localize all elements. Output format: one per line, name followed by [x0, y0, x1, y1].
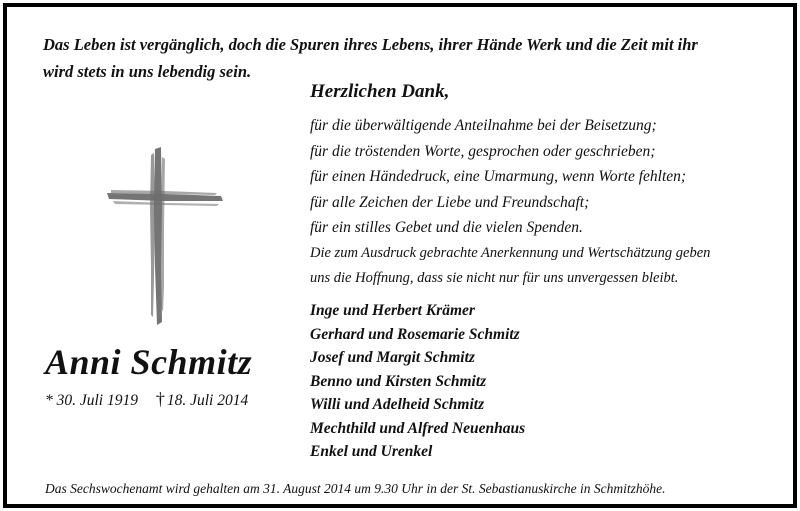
note-line-2: uns die Hoffnung, dass sie nicht nur für uns unvergessen bleibt. — [310, 270, 679, 286]
obituary-frame — [3, 3, 797, 508]
note-line-1: Die zum Ausdruck gebrachte Anerkennung und Wertschätzung geben — [310, 245, 711, 261]
thanks-lines — [310, 113, 686, 241]
signer: Josef und Margit Schmitz — [310, 349, 475, 366]
motto-line-1: Das Leben ist vergänglich, doch die Spuren ihres Lebens, ihrer Hände Werk und die Zeit mit ihr — [43, 35, 698, 54]
death-cross-icon: † — [155, 389, 165, 409]
appreciation-note — [310, 241, 780, 291]
signer: Willi und Adelheid Schmitz — [310, 396, 485, 413]
motto-line-2: wird stets in uns lebendig sein. — [43, 62, 252, 81]
signer: Inge und Herbert Krämer — [310, 302, 475, 319]
deceased-name: Anni Schmitz — [45, 342, 253, 382]
thanks-line: für die tröstenden Worte, gesprochen oder geschrieben; — [310, 142, 656, 160]
signer: Mechthild und Alfred Neuenhaus — [310, 419, 526, 437]
signer: Gerhard und Rosemarie Schmitz — [310, 325, 520, 343]
thanks-title: Herzlichen Dank, — [310, 81, 450, 102]
birth-date: 30. Juli 1919 — [56, 392, 138, 409]
thanks-line: für alle Zeichen der Liebe und Freundschaft; — [310, 193, 590, 211]
signer: Enkel und Urenkel — [310, 443, 433, 460]
death-date: 18. Juli 2014 — [166, 392, 249, 409]
signer: Benno und Kirsten Schmitz — [310, 372, 487, 390]
signers-list — [310, 299, 525, 464]
thanks-line: für ein stilles Gebet und die vielen Spenden. — [310, 219, 583, 236]
life-dates — [45, 389, 248, 410]
thanks-line: für die überwältigende Anteilnahme bei der Beisetzung; — [310, 117, 657, 134]
thanks-line: für einen Händedruck, eine Umarmung, wenn Worte fehlten; — [310, 168, 687, 185]
motto — [43, 31, 783, 85]
brushstroke-cross-icon — [105, 147, 225, 327]
memorial-mass-notice: Das Sechswochenamt wird gehalten am 31. August 2014 um 9.30 Uhr in der St. Sebastianuskirche in Schmitzhöhe. — [45, 481, 666, 496]
birth-symbol: * — [45, 392, 53, 409]
